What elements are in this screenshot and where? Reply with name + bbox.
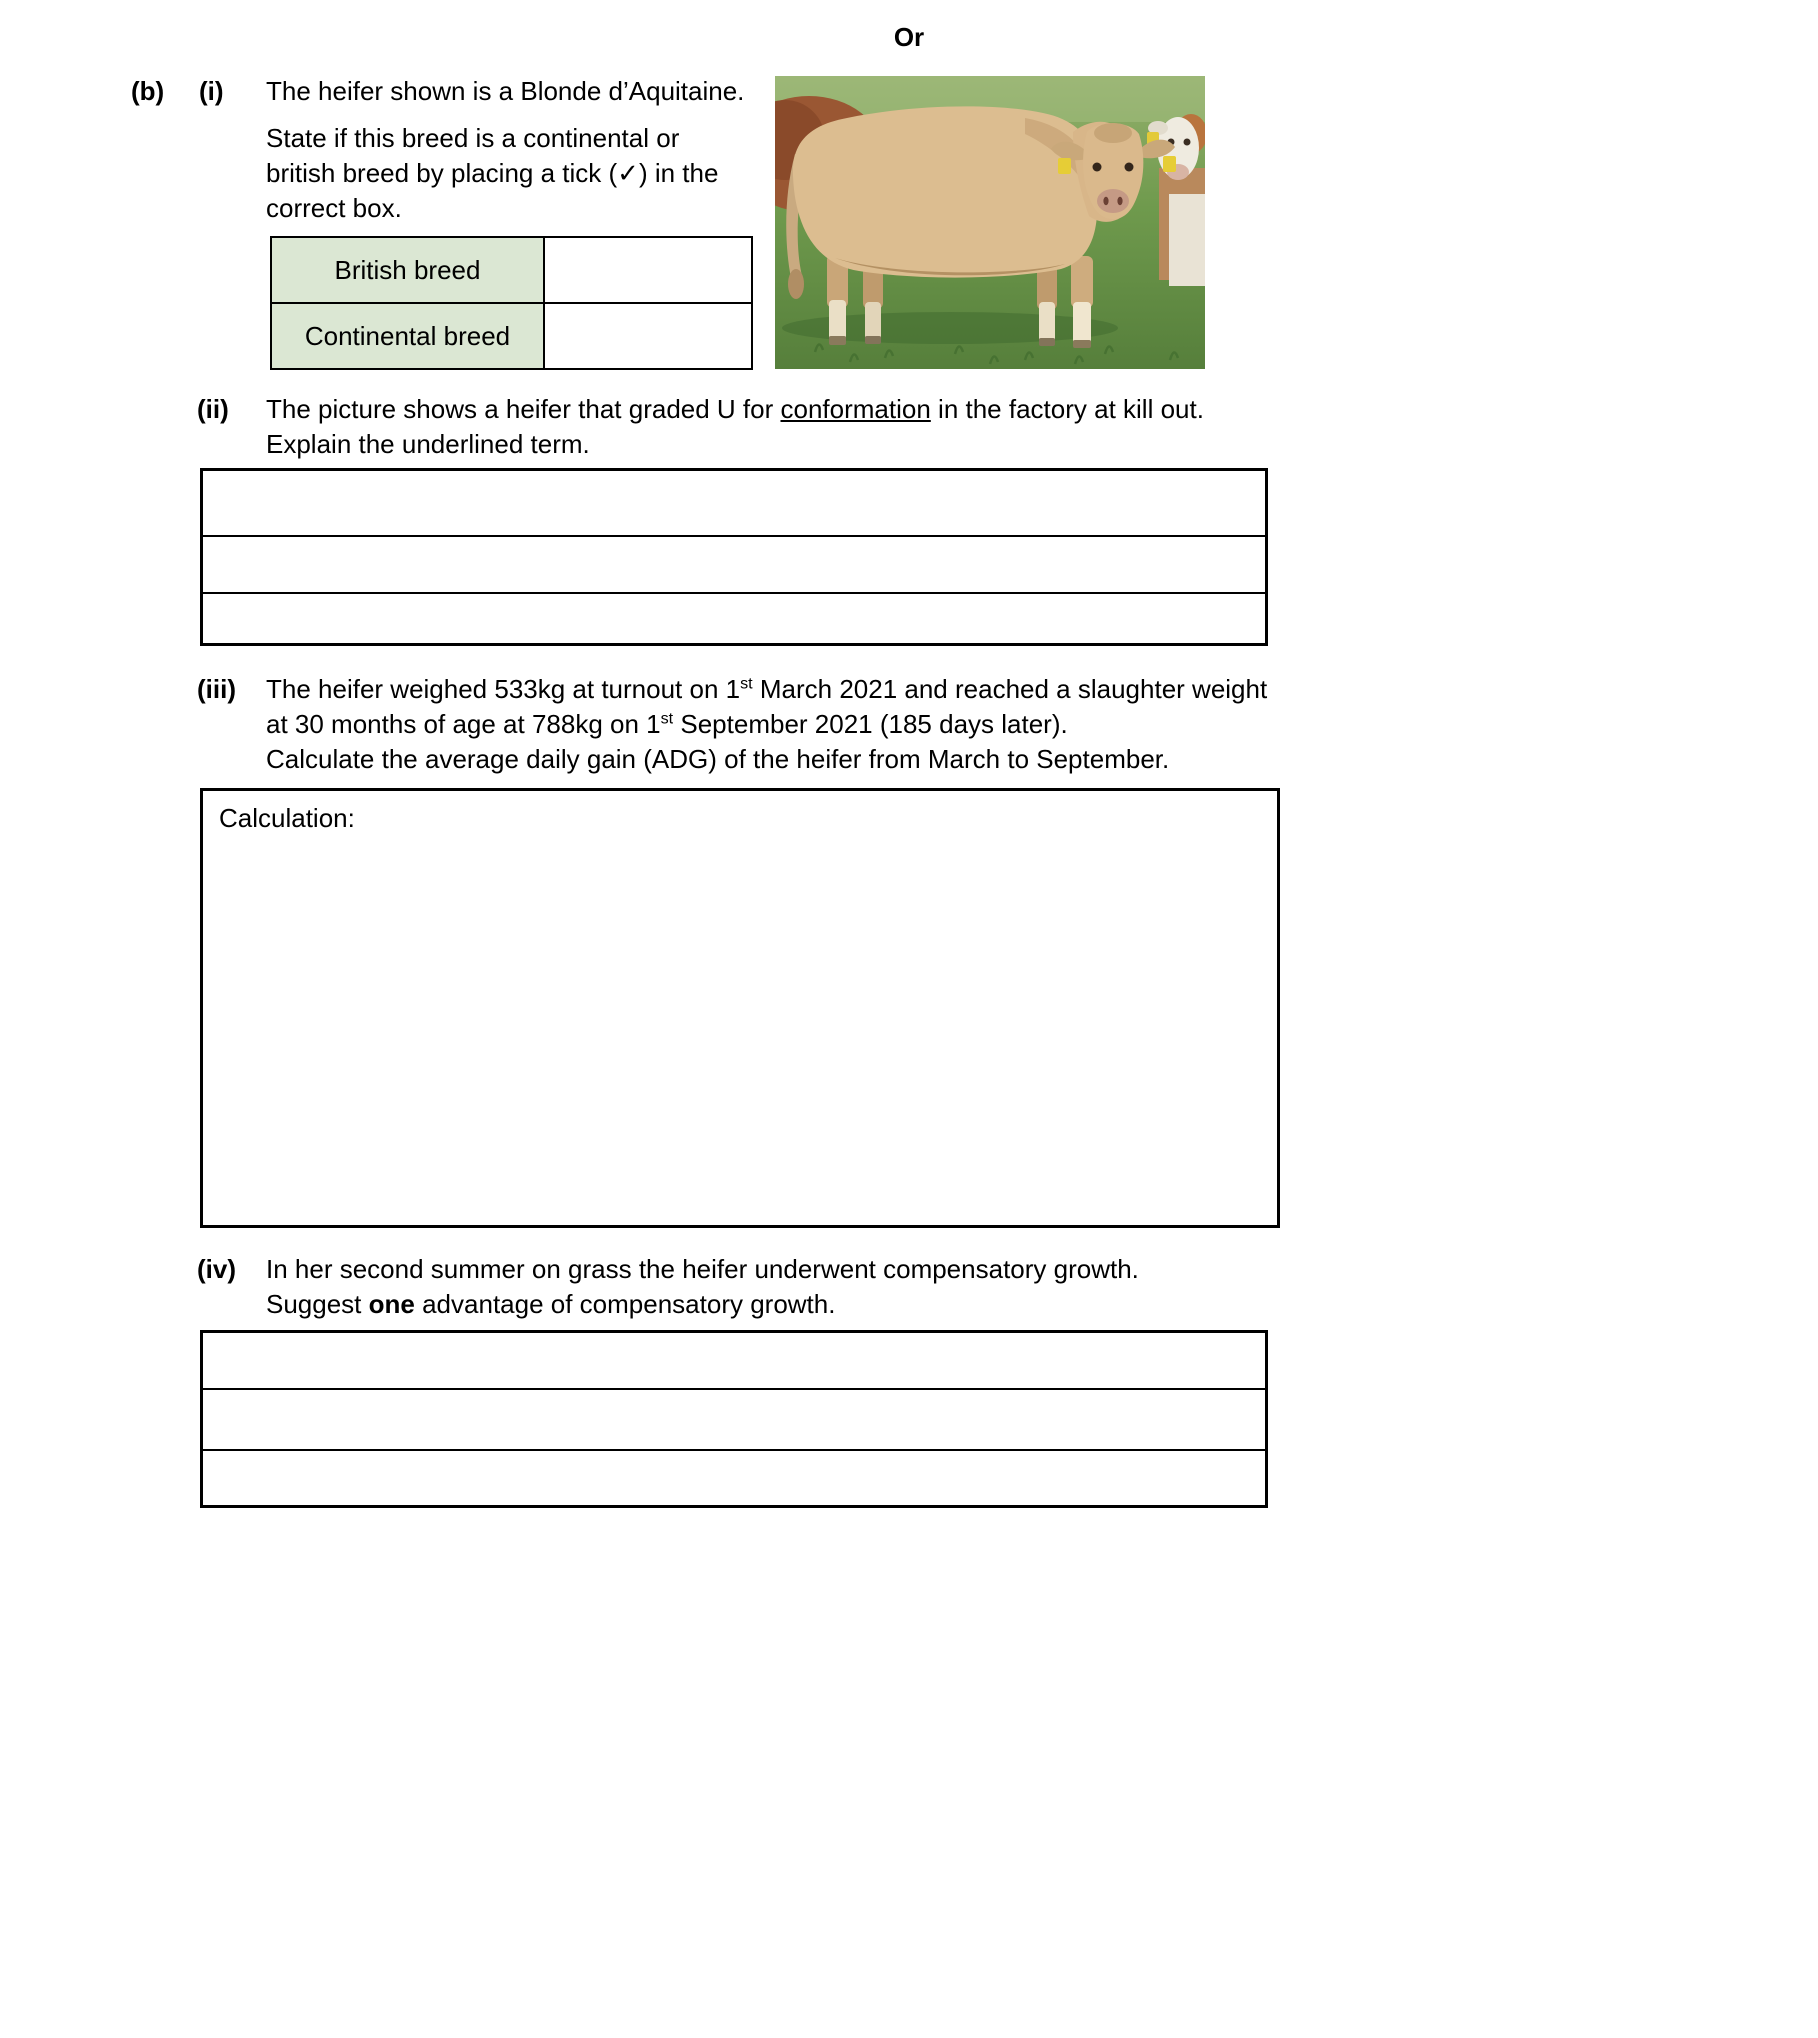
calculation-label: Calculation: xyxy=(219,803,355,833)
continental-breed-tick-box[interactable] xyxy=(545,304,751,368)
part-ii-prompt xyxy=(266,392,1204,462)
part-ii-answer-line-3[interactable] xyxy=(203,594,1265,643)
part-iii-line-2b: September 2021 (185 days later). xyxy=(673,709,1068,739)
breed-table-row-british xyxy=(272,238,751,302)
part-iii-line-1 xyxy=(266,672,1267,707)
part-iv-answer-line-3[interactable] xyxy=(203,1451,1265,1505)
part-iii-line-1-superscript: st xyxy=(740,674,753,693)
part-iv-line-2a: Suggest xyxy=(266,1289,369,1319)
part-ii-line-2: Explain the underlined term. xyxy=(266,429,590,459)
part-iii-line-2a: at 30 months of age at 788kg on 1 xyxy=(266,709,661,739)
breed-table-row-continental xyxy=(272,302,751,368)
breed-table xyxy=(270,236,753,370)
heifer-photo xyxy=(775,76,1205,369)
part-ii-line-1 xyxy=(266,392,1204,427)
part-iii-line-2 xyxy=(266,707,1267,742)
part-i-line-1: The heifer shown is a Blonde d’Aquitaine. xyxy=(266,76,745,106)
part-ii-line-1-after: in the factory at kill out. xyxy=(930,394,1204,424)
part-ii-answer-line-2[interactable] xyxy=(203,537,1265,594)
part-iv-prompt xyxy=(266,1252,1139,1322)
or-heading: Or xyxy=(893,22,925,52)
part-iv-line-1: In her second summer on grass the heifer underwent compensatory growth. xyxy=(266,1254,1139,1284)
part-ii-answer-box xyxy=(200,468,1268,646)
part-iv-answer-line-2[interactable] xyxy=(203,1390,1265,1451)
question-b-label: (b) xyxy=(131,76,165,106)
part-iv-label: (iv) xyxy=(197,1254,236,1284)
part-iv-answer-line-1[interactable] xyxy=(203,1333,1265,1390)
part-ii-line-1-before: The picture shows a heifer that graded U for xyxy=(266,394,781,424)
ear-tag-right xyxy=(1163,156,1176,172)
part-ii-answer-line-1[interactable] xyxy=(203,471,1265,537)
calculation-box[interactable] xyxy=(200,788,1280,1228)
part-iii-line-2-superscript: st xyxy=(660,709,674,728)
part-i-line-3: british breed by placing a tick (✓) in the xyxy=(266,158,719,188)
part-i-label: (i) xyxy=(199,76,224,106)
part-iii-line-3: Calculate the average daily gain (ADG) of the heifer from March to September. xyxy=(266,744,1170,774)
part-iv-line-2 xyxy=(266,1287,1139,1322)
part-i-line-2: State if this breed is a continental or xyxy=(266,123,680,153)
part-iii-line-1a: The heifer weighed 533kg at turnout on 1 xyxy=(266,674,741,704)
part-iii-label: (iii) xyxy=(197,674,236,704)
part-iii-line-1b: March 2021 and reached a slaughter weight xyxy=(752,674,1268,704)
british-breed-label: British breed xyxy=(272,238,545,302)
part-iii-prompt xyxy=(266,672,1267,777)
cow-illustration xyxy=(775,76,1205,369)
part-ii-label: (ii) xyxy=(197,394,229,424)
continental-breed-label: Continental breed xyxy=(272,304,545,368)
part-iv-line-2-bold: one xyxy=(368,1289,415,1319)
ear-tag-left xyxy=(1058,158,1071,174)
british-breed-tick-box[interactable] xyxy=(545,238,751,302)
underlined-term-conformation: conformation xyxy=(780,394,931,424)
part-i-prompt xyxy=(266,74,744,226)
part-iv-answer-box xyxy=(200,1330,1268,1508)
part-iv-line-2b: advantage of compensatory growth. xyxy=(414,1289,836,1319)
part-i-line-4: correct box. xyxy=(266,193,402,223)
